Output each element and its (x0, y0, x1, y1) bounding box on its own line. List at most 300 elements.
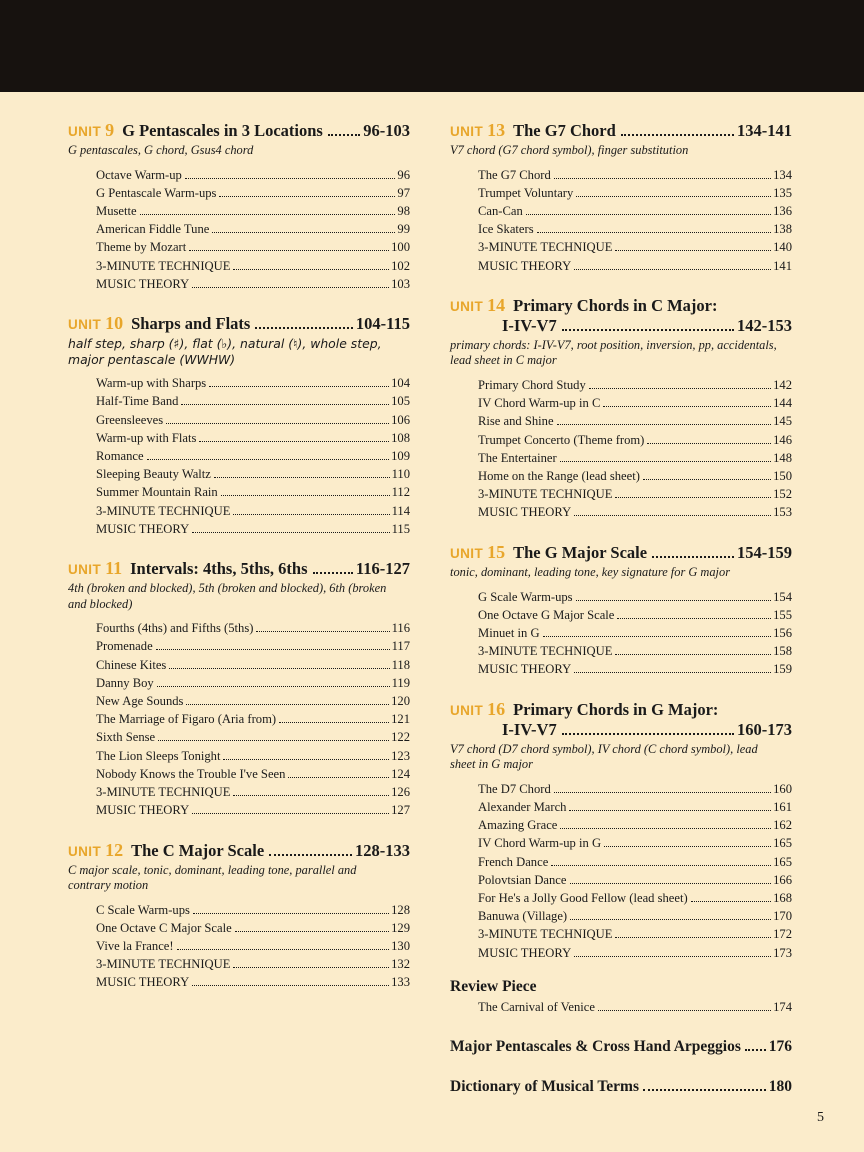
leader-dots (185, 178, 396, 179)
toc-entry[interactable] (96, 502, 410, 520)
unit-page-range: 116-127 (355, 559, 410, 579)
entry-page: 144 (773, 396, 792, 411)
leader-dots (192, 287, 389, 288)
toc-entry[interactable] (478, 184, 792, 202)
entry-title: The Lion Sleeps Tonight (96, 748, 221, 763)
entry-page: 172 (773, 927, 792, 942)
toc-entry[interactable] (478, 377, 792, 395)
leader-dots (615, 937, 771, 938)
unit-page-range: 142-153 (737, 316, 792, 336)
entry-page: 156 (773, 626, 792, 641)
entry-page: 150 (773, 469, 792, 484)
leader-dots (233, 967, 389, 968)
entry-title: MUSIC THEORY (96, 521, 190, 536)
toc-entry[interactable] (478, 449, 792, 467)
entry-page: 136 (773, 204, 792, 219)
leader-dots (214, 477, 390, 478)
entry-title: G Pentascale Warm-ups (96, 185, 217, 200)
entry-title: Trumpet Concerto (Theme from) (478, 432, 645, 447)
entry-page: 120 (391, 693, 410, 708)
entry-title: Dictionary of Musical Terms (450, 1078, 639, 1096)
unit-title-line2: I-IV-V7 (502, 720, 557, 740)
entry-page: 105 (391, 394, 410, 409)
entry-page: 155 (773, 607, 792, 622)
entry-title: Polovtsian Dance (478, 872, 567, 887)
unit-subtitle-11: 4th (broken and blocked), 5th (broken and blocked), 6th (broken and blocked) (68, 581, 387, 611)
leader-dots (560, 461, 771, 462)
leader-dots (560, 828, 771, 829)
entry-title: Summer Mountain Rain (96, 485, 218, 500)
entry-page: 97 (397, 185, 410, 200)
leader-dots (598, 1010, 771, 1011)
unit-label: UNIT (68, 843, 102, 859)
entry-title: Banuwa (Village) (478, 909, 568, 924)
entry-title: Ice Skaters (478, 222, 534, 237)
toc-entry[interactable] (96, 375, 410, 393)
toc-entry[interactable] (478, 998, 792, 1016)
unit-label: UNIT (450, 299, 484, 315)
entry-page: 146 (773, 432, 792, 447)
entry-page: 118 (391, 657, 410, 672)
entry-page: 115 (391, 521, 410, 536)
unit-label: UNIT (450, 546, 484, 561)
toc-entry[interactable] (478, 413, 792, 431)
entry-title: Octave Warm-up (96, 167, 182, 182)
toc-entry[interactable] (96, 166, 410, 184)
toc-entry[interactable] (478, 871, 792, 889)
entry-title: American Fiddle Tune (96, 222, 210, 237)
unit-label: UNIT (450, 124, 484, 139)
entry-page: 160 (773, 781, 792, 796)
entry-title: 3-MINUTE TECHNIQUE (96, 258, 231, 273)
entry-title: Trumpet Voluntary (478, 185, 574, 200)
toc-entry[interactable] (478, 625, 792, 643)
entry-page: 103 (391, 276, 410, 291)
entry-title: MUSIC THEORY (96, 803, 190, 818)
toc-entry[interactable] (96, 429, 410, 447)
leader-dots (576, 196, 771, 197)
top-black-band (0, 0, 864, 92)
leader-dots (615, 497, 771, 498)
leader-dots (589, 388, 771, 389)
toc-entry[interactable] (96, 956, 410, 974)
entry-page: 98 (397, 204, 410, 219)
entry-page: 117 (391, 639, 410, 654)
entry-title: The Marriage of Figaro (Aria from) (96, 712, 277, 727)
leader-dots (156, 649, 390, 650)
unit-page-range: 96-103 (363, 121, 410, 140)
leader-dots (745, 1049, 766, 1051)
unit-title: Primary Chords in G Major: (513, 700, 719, 720)
entry-title: For He's a Jolly Good Fellow (lead sheet) (478, 891, 688, 906)
entry-page: 145 (773, 414, 792, 429)
toc-entry[interactable] (96, 520, 410, 538)
leader-dots (169, 668, 389, 669)
entry-title: Major Pentascales & Cross Hand Arpeggios (450, 1038, 741, 1056)
entry-title: Half-Time Band (96, 394, 179, 409)
leader-dots (562, 733, 734, 735)
entry-title: 3-MINUTE TECHNIQUE (478, 927, 613, 942)
toc-entry[interactable] (96, 484, 410, 502)
entry-title: Sixth Sense (96, 730, 156, 745)
toc-entry[interactable] (478, 239, 792, 257)
unit-subtitle-12: C major scale, tonic, dominant, leading tone, parallel and contrary motion (68, 862, 357, 892)
unit-number: 9 (105, 120, 115, 140)
entry-title: Alexander March (478, 800, 567, 815)
entry-page: 173 (773, 945, 792, 960)
leader-dots (615, 250, 771, 251)
toc-entry[interactable] (478, 221, 792, 239)
toc-entry[interactable] (478, 908, 792, 926)
toc-entry[interactable] (96, 447, 410, 465)
leader-dots (192, 532, 389, 533)
unit-number: 12 (105, 839, 124, 860)
leader-dots (288, 777, 389, 778)
toc-entry[interactable] (478, 203, 792, 221)
unit-title: G Pentascales in 3 Locations (122, 121, 323, 140)
toc-entry[interactable] (96, 692, 410, 710)
toc-entry[interactable] (478, 817, 792, 835)
toc-entry[interactable] (96, 974, 410, 992)
leader-dots (157, 686, 390, 687)
toc-columns (0, 120, 864, 1096)
entry-page: 116 (391, 621, 410, 636)
entry-page: 96 (397, 167, 410, 182)
leader-dots (562, 329, 734, 331)
unit-heading-15[interactable] (450, 542, 792, 563)
entry-title: One Octave C Major Scale (96, 920, 232, 935)
entry-title: Theme by Mozart (96, 240, 187, 255)
entry-page: 119 (391, 675, 410, 690)
toc-entry[interactable] (96, 275, 410, 293)
unit-subtitle-15: tonic, dominant, leading tone, key signature for G major (450, 565, 731, 579)
leader-dots (166, 423, 389, 424)
entry-page: 109 (391, 449, 410, 464)
entry-title: 3-MINUTE TECHNIQUE (478, 487, 613, 502)
toc-entry[interactable] (478, 889, 792, 907)
unit-title: The G Major Scale (513, 543, 648, 562)
unit-number: 16 (487, 699, 506, 720)
entry-page: 141 (773, 258, 792, 273)
entry-page: 165 (773, 854, 792, 869)
entry-title: MUSIC THEORY (478, 258, 572, 273)
toc-entry[interactable] (478, 944, 792, 962)
toc-entry[interactable] (478, 395, 792, 413)
toc-entry[interactable] (478, 799, 792, 817)
review-entries (450, 998, 792, 1016)
entry-page: 174 (773, 999, 792, 1014)
toc-entry[interactable] (478, 643, 792, 661)
unit-heading-9[interactable] (68, 120, 410, 141)
back-matter-dictionary[interactable] (450, 1078, 792, 1096)
unit-label: UNIT (450, 703, 484, 719)
leader-dots (233, 514, 389, 515)
toc-entry[interactable] (96, 919, 410, 937)
unit-title-line2: I-IV-V7 (502, 316, 557, 336)
entry-title: Minuet in G (478, 626, 540, 641)
entry-title: MUSIC THEORY (96, 975, 190, 990)
entry-title: One Octave G Major Scale (478, 607, 615, 622)
entry-title: Primary Chord Study (478, 378, 586, 393)
entry-page: 170 (773, 909, 792, 924)
entry-page: 133 (391, 975, 410, 990)
toc-entry[interactable] (96, 937, 410, 955)
toc-entry[interactable] (96, 638, 410, 656)
entry-page: 166 (773, 872, 792, 887)
leader-dots (279, 722, 389, 723)
unit-entries-9 (68, 166, 410, 293)
toc-entry[interactable] (96, 411, 410, 429)
toc-entry[interactable] (478, 166, 792, 184)
unit-entries-14 (450, 377, 792, 523)
toc-entry[interactable] (478, 606, 792, 624)
entry-page: 124 (391, 766, 410, 781)
leader-dots (574, 515, 771, 516)
entry-title: MUSIC THEORY (478, 505, 572, 520)
toc-entry[interactable] (478, 853, 792, 871)
entry-title: Warm-up with Sharps (96, 376, 207, 391)
unit-page-range: 128-133 (355, 840, 410, 860)
entry-page: 152 (773, 487, 792, 502)
unit-subtitle-13: V7 chord (G7 chord symbol), finger substitution (450, 143, 689, 157)
entry-title: The Carnival of Venice (478, 999, 595, 1014)
leader-dots (543, 636, 772, 637)
leader-dots (537, 232, 772, 233)
entry-title: 3-MINUTE TECHNIQUE (96, 957, 231, 972)
entry-page: 104 (391, 376, 410, 391)
leader-dots (147, 459, 390, 460)
entry-title: MUSIC THEORY (478, 662, 572, 677)
unit-entries-15 (450, 588, 792, 679)
leader-dots (233, 795, 389, 796)
toc-entry[interactable] (96, 674, 410, 692)
leader-dots (691, 901, 771, 902)
leader-dots (526, 214, 771, 215)
leader-dots (652, 556, 734, 558)
entry-title: IV Chord Warm-up in C (478, 396, 601, 411)
unit-page-range: 160-173 (737, 720, 792, 740)
page-number: 5 (817, 1110, 824, 1125)
entry-page: 168 (773, 891, 792, 906)
unit-entries-10 (68, 375, 410, 539)
unit-heading-14[interactable] (450, 295, 792, 336)
entry-page: 142 (773, 378, 792, 393)
leader-dots (574, 269, 771, 270)
toc-entry[interactable] (96, 711, 410, 729)
entry-title: G Scale Warm-ups (478, 589, 573, 604)
leader-dots (604, 846, 771, 847)
unit-page-range: 134-141 (737, 121, 792, 140)
unit-title: The G7 Chord (513, 121, 616, 140)
unit-heading-16[interactable] (450, 699, 792, 740)
toc-entry[interactable] (478, 467, 792, 485)
unit-heading-10[interactable] (68, 313, 410, 334)
leader-dots (570, 919, 771, 920)
entry-page: 100 (391, 240, 410, 255)
entry-title: Musette (96, 204, 137, 219)
leader-dots (643, 479, 771, 480)
toc-entry[interactable] (478, 588, 792, 606)
unit-number: 10 (105, 313, 124, 334)
leader-dots (603, 406, 771, 407)
entry-page: 110 (391, 467, 410, 482)
entry-page: 176 (768, 1038, 792, 1056)
leader-dots (328, 134, 360, 136)
entry-title: Romance (96, 449, 144, 464)
toc-entry[interactable] (96, 257, 410, 275)
leader-dots (181, 404, 389, 405)
entry-page: 129 (391, 920, 410, 935)
entry-page: 180 (768, 1078, 792, 1096)
unit-subtitle-9: G pentascales, G chord, Gsus4 chord (68, 143, 254, 157)
toc-entry[interactable] (478, 780, 792, 798)
toc-entry[interactable] (96, 901, 410, 919)
entry-page: 158 (773, 644, 792, 659)
unit-title: The C Major Scale (131, 840, 265, 860)
unit-entries-11 (68, 620, 410, 820)
toc-entry[interactable] (96, 620, 410, 638)
leader-dots (177, 949, 390, 950)
entry-title: Greensleeves (96, 412, 164, 427)
unit-number: 11 (105, 558, 123, 579)
leader-dots (199, 441, 389, 442)
entry-page: 102 (391, 258, 410, 273)
toc-entry[interactable] (96, 466, 410, 484)
toc-entry[interactable] (478, 504, 792, 522)
unit-number: 15 (487, 542, 506, 562)
unit-heading-11[interactable] (68, 558, 410, 579)
toc-entry[interactable] (96, 203, 410, 221)
toc-entry[interactable] (96, 765, 410, 783)
leader-dots (235, 931, 389, 932)
leader-dots (621, 134, 734, 136)
leader-dots (192, 813, 389, 814)
leader-dots (223, 759, 389, 760)
unit-entries-13 (450, 166, 792, 275)
leader-dots (554, 792, 771, 793)
entry-title: MUSIC THEORY (478, 945, 572, 960)
leader-dots (158, 740, 389, 741)
leader-dots (313, 572, 353, 574)
leader-dots (140, 214, 396, 215)
entry-title: Chinese Kites (96, 657, 167, 672)
leader-dots (617, 618, 771, 619)
toc-entry[interactable] (478, 257, 792, 275)
toc-entry[interactable] (478, 835, 792, 853)
entry-title: The G7 Chord (478, 167, 551, 182)
entry-title: Can-Can (478, 204, 523, 219)
entry-title: Home on the Range (lead sheet) (478, 469, 640, 484)
leader-dots (557, 424, 772, 425)
unit-subtitle-14: primary chords: I-IV-V7, root position, inversion, pp, accidentals, lead sheet in C major (450, 338, 777, 368)
back-matter-pentascales[interactable] (450, 1038, 792, 1056)
review-piece-heading: Review Piece (450, 978, 537, 996)
entry-title: Nobody Knows the Trouble I've Seen (96, 766, 286, 781)
entry-page: 114 (391, 503, 410, 518)
toc-entry[interactable] (96, 656, 410, 674)
entry-page: 128 (391, 902, 410, 917)
toc-entry[interactable] (478, 661, 792, 679)
unit-label: UNIT (68, 317, 102, 333)
unit-number: 13 (487, 120, 506, 140)
leader-dots (209, 386, 389, 387)
leader-dots (255, 327, 353, 329)
leader-dots (551, 865, 771, 866)
entry-title: MUSIC THEORY (96, 276, 190, 291)
leader-dots (193, 913, 389, 914)
leader-dots (189, 250, 389, 251)
leader-dots (212, 232, 395, 233)
entry-page: 153 (773, 505, 792, 520)
entry-title: Promenade (96, 639, 153, 654)
toc-right-column (432, 120, 864, 1096)
toc-entry[interactable] (478, 431, 792, 449)
toc-entry[interactable] (478, 486, 792, 504)
toc-entry[interactable] (96, 802, 410, 820)
entry-title: Fourths (4ths) and Fifths (5ths) (96, 621, 254, 636)
toc-entry[interactable] (96, 747, 410, 765)
toc-entry[interactable] (96, 393, 410, 411)
entry-page: 127 (391, 803, 410, 818)
toc-entry[interactable] (478, 926, 792, 944)
leader-dots (554, 178, 771, 179)
entry-title: Vive la France! (96, 938, 174, 953)
entry-page: 159 (773, 662, 792, 677)
toc-entry[interactable] (96, 221, 410, 239)
leader-dots (570, 883, 772, 884)
toc-entry[interactable] (96, 184, 410, 202)
entry-page: 165 (773, 836, 792, 851)
unit-label: UNIT (68, 124, 102, 139)
entry-page: 161 (773, 800, 792, 815)
unit-title: Intervals: 4ths, 5ths, 6ths (130, 559, 308, 579)
entry-page: 121 (391, 712, 410, 727)
leader-dots (574, 672, 771, 673)
entry-page: 148 (773, 450, 792, 465)
toc-entry[interactable] (96, 239, 410, 257)
entry-title: The D7 Chord (478, 781, 551, 796)
leader-dots (615, 654, 771, 655)
leader-dots (576, 600, 772, 601)
unit-page-range: 154-159 (737, 543, 792, 562)
leader-dots (219, 196, 395, 197)
entry-page: 112 (391, 485, 410, 500)
entry-title: Amazing Grace (478, 818, 558, 833)
leader-dots (569, 810, 771, 811)
unit-entries-16 (450, 780, 792, 962)
unit-title: Primary Chords in C Major: (513, 296, 718, 316)
unit-heading-12[interactable] (68, 840, 410, 861)
entry-title: Sleeping Beauty Waltz (96, 467, 211, 482)
entry-title: 3-MINUTE TECHNIQUE (478, 644, 613, 659)
unit-subtitle-16: V7 chord (D7 chord symbol), IV chord (C chord symbol), lead sheet in G major (450, 742, 758, 772)
unit-entries-12 (68, 901, 410, 992)
leader-dots (192, 985, 389, 986)
unit-subtitle-10: half step, sharp (♯), flat (♭), natural (♮), whole step, major pentascale (WWHW) (68, 336, 382, 367)
unit-number: 14 (487, 295, 506, 316)
entry-page: 126 (391, 784, 410, 799)
entry-title: 3-MINUTE TECHNIQUE (478, 240, 613, 255)
entry-page: 154 (773, 589, 792, 604)
entry-title: 3-MINUTE TECHNIQUE (96, 784, 231, 799)
entry-title: IV Chord Warm-up in G (478, 836, 602, 851)
entry-title: The Entertainer (478, 450, 557, 465)
entry-page: 108 (391, 430, 410, 445)
toc-entry[interactable] (96, 783, 410, 801)
unit-heading-13[interactable] (450, 120, 792, 141)
entry-page: 138 (773, 222, 792, 237)
toc-entry[interactable] (96, 729, 410, 747)
